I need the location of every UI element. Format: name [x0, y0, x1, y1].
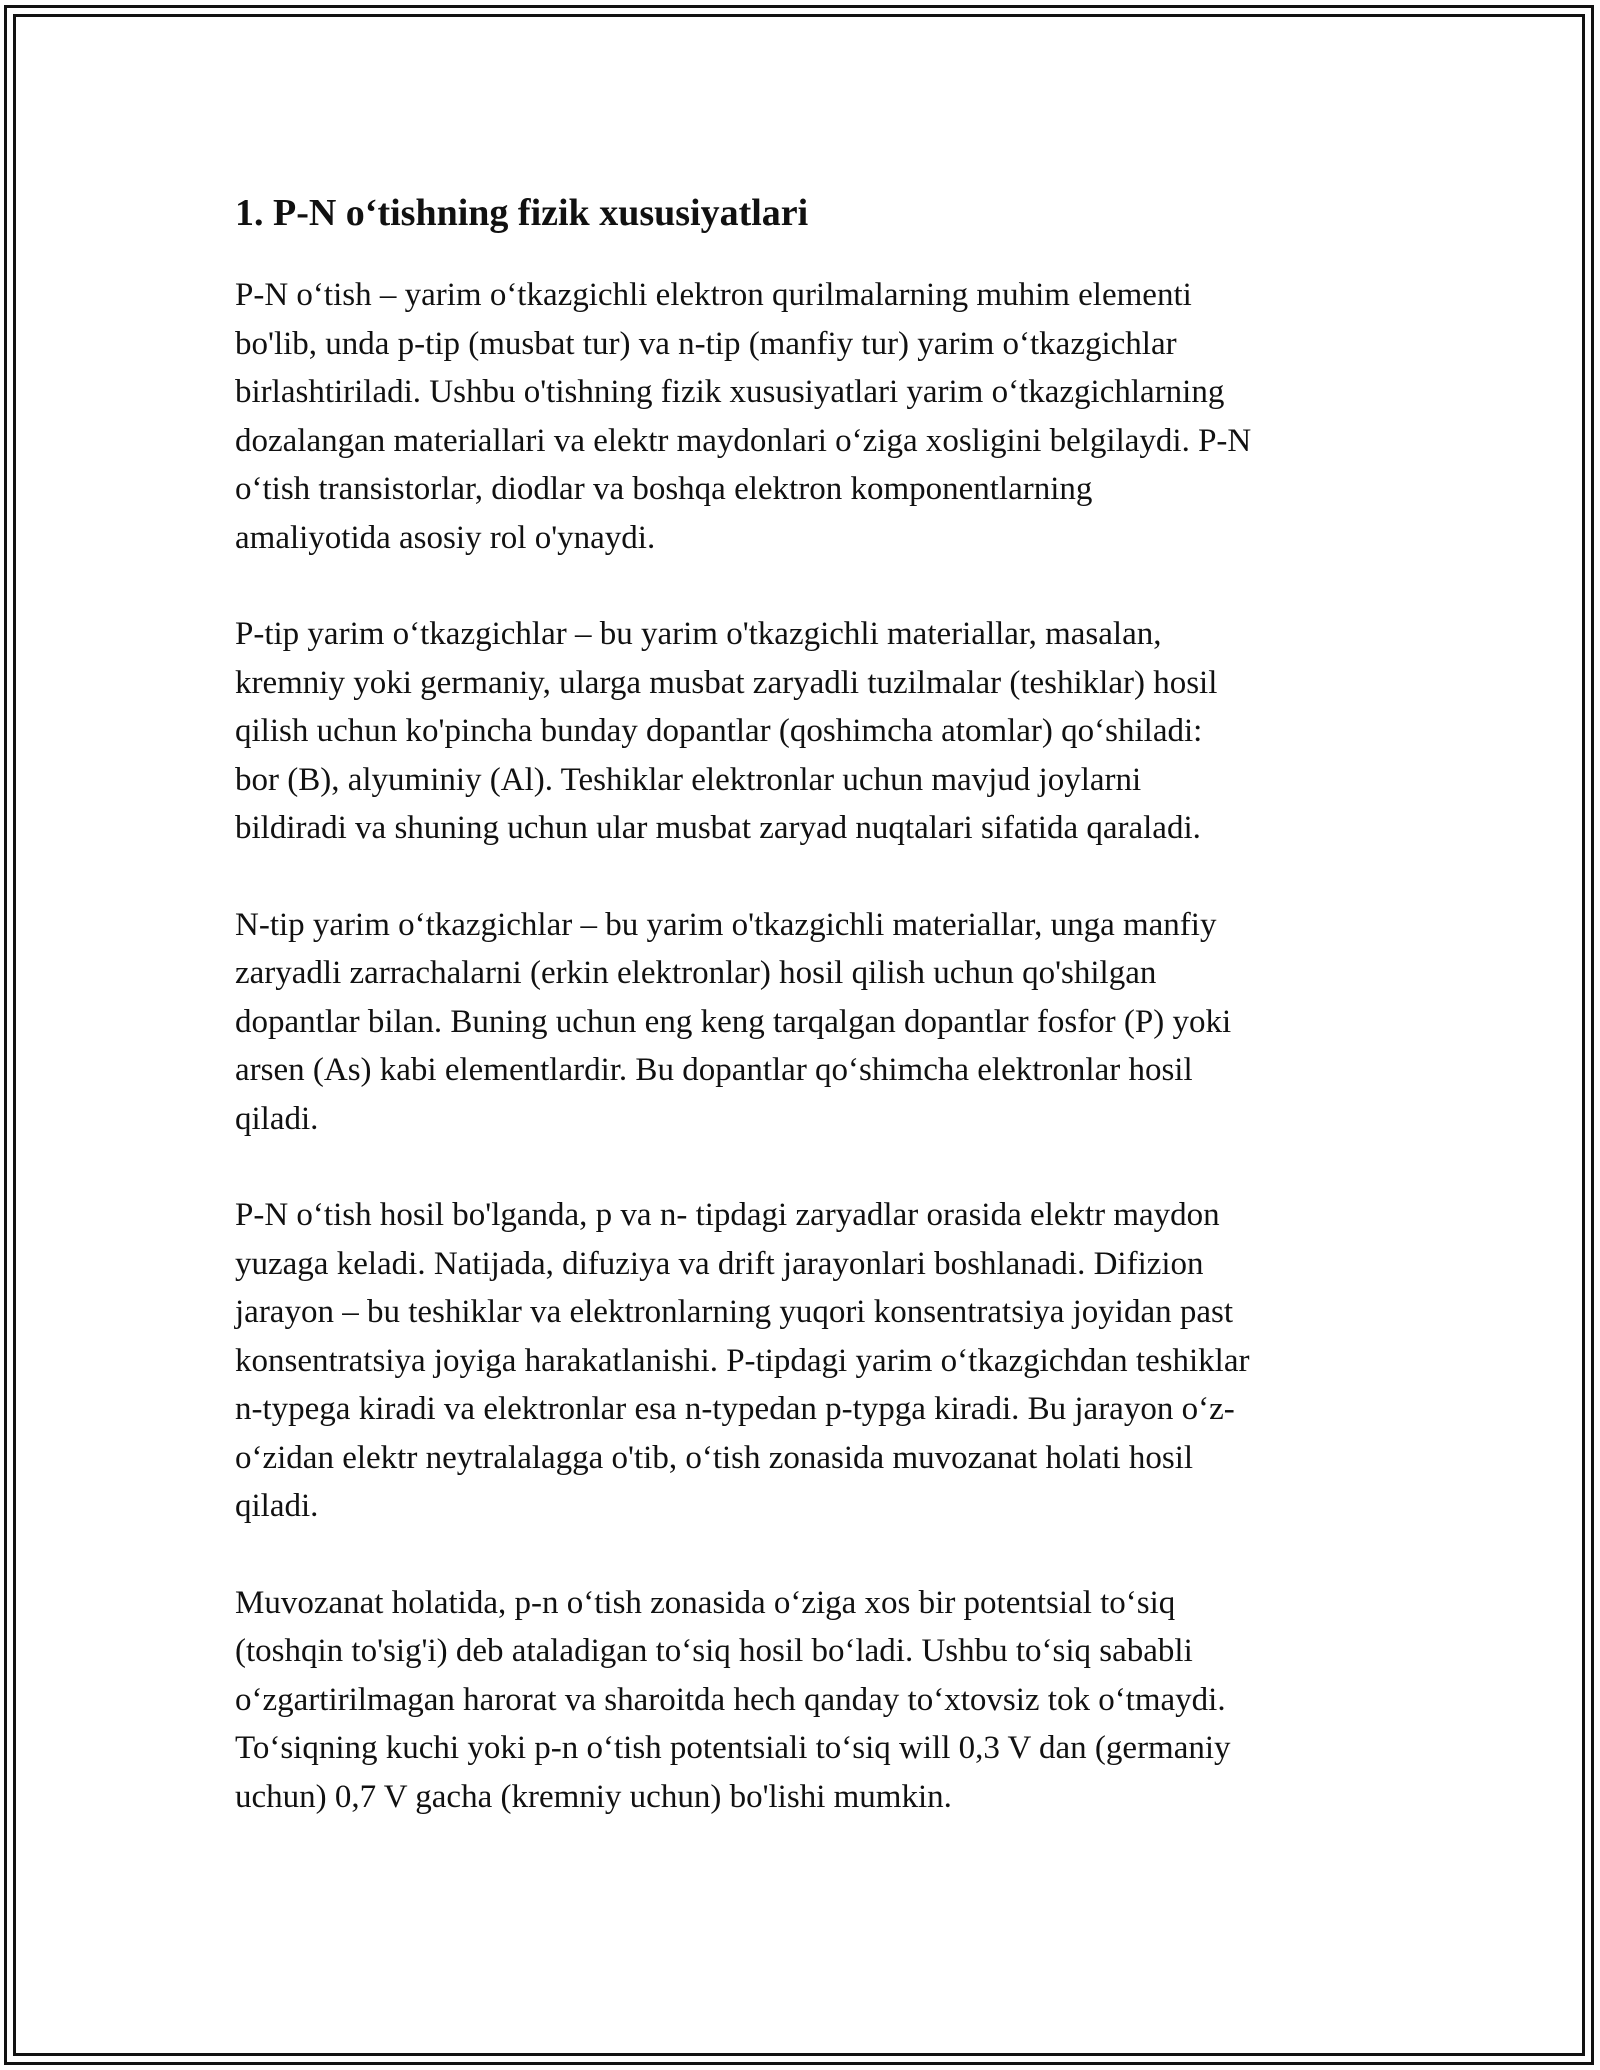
paragraph-line: jarayon – bu teshiklar va elektronlarning yuqori konsentratsiya joyidan past [235, 1294, 1233, 1330]
paragraph [235, 610, 1370, 853]
paragraph-line: P-N o‘tish hosil bo'lganda, p va n- tipdagi zaryadlar orasida elektr maydon [235, 1197, 1220, 1233]
paragraph [235, 1191, 1370, 1531]
paragraph-line: qilish uchun ko'pincha bunday dopantlar (qoshimcha atomlar) qo‘shiladi: [235, 713, 1203, 749]
paragraph-line: Muvozanat holatida, p-n o‘tish zonasida o‘ziga xos bir potentsial to‘siq [235, 1584, 1176, 1621]
document-body [235, 185, 1370, 1869]
paragraph-line: To‘siqning kuchi yoki p-n o‘tish potentsiali to‘siq will 0,3 V dan (germaniy [235, 1730, 1231, 1766]
paragraph [235, 271, 1370, 562]
paragraph-line: bor (B), alyuminiy (Al). Teshiklar elektronlar uchun mavjud joylarni [235, 761, 1142, 798]
paragraph-line: kremniy yoki germaniy, ularga musbat zaryadli tuzilmalar (teshiklar) hosil [235, 664, 1218, 701]
paragraph-line: P-N o‘tish – yarim o‘tkazgichli elektron qurilmalarning muhim elementi [235, 277, 1192, 313]
paragraph-line: dopantlar bilan. Buning uchun eng keng tarqalgan dopantlar fosfor (P) yoki [235, 1003, 1232, 1040]
paragraph-line: qiladi. [235, 1100, 319, 1137]
paragraph-line: bildiradi va shuning uchun ular musbat zaryad nuqtalari sifatida qaraladi. [235, 810, 1201, 846]
paragraph-list [235, 271, 1370, 1821]
paragraph-line: qiladi. [235, 1488, 319, 1524]
paragraph-line: P-tip yarim o‘tkazgichlar – bu yarim o'tkazgichli materiallar, masalan, [235, 616, 1162, 652]
paragraph-line: amaliyotida asosiy rol o'ynaydi. [235, 519, 656, 556]
paragraph-line: yuzaga keladi. Natijada, difuziya va drift jarayonlari boshlanadi. Difizion [235, 1245, 1204, 1282]
paragraph-line: N-tip yarim o‘tkazgichlar – bu yarim o'tkazgichli materiallar, unga manfiy [235, 906, 1217, 943]
paragraph-line: bo'lib, unda p-tip (musbat tur) va n-tip (manfiy tur) yarim o‘tkazgichlar [235, 325, 1177, 362]
paragraph-line: konsentratsiya joyiga harakatlanishi. P-tipdagi yarim o‘tkazgichdan teshiklar [235, 1342, 1250, 1379]
paragraph-line: arsen (As) kabi elementlardir. Bu dopantlar qo‘shimcha elektronlar hosil [235, 1052, 1193, 1088]
paragraph-line: n-typega kiradi va elektronlar esa n-typedan p-typga kiradi. Bu jarayon o‘z- [235, 1391, 1235, 1427]
paragraph-line: dozalangan materiallari va elektr maydonlari o‘ziga xosligini belgilaydi. P-N [235, 422, 1252, 459]
paragraph [235, 901, 1370, 1144]
section-title: 1. P-N o‘tishning fizik xususiyatlari [235, 192, 809, 234]
paragraph-line: birlashtiriladi. Ushbu o'tishning fizik xususiyatlari yarim o‘tkazgichlarning [235, 374, 1225, 410]
paragraph-line: o‘zgartirilmagan harorat va sharoitda hech qanday to‘xtovsiz tok o‘tmaydi. [235, 1681, 1226, 1718]
paragraph-line: (toshqin to'sig'i) deb ataladigan to‘siq hosil bo‘ladi. Ushbu to‘siq sababli [235, 1633, 1193, 1669]
paragraph-line: uchun) 0,7 V gacha (kremniy uchun) bo'lishi mumkin. [235, 1778, 952, 1815]
paragraph-line: o‘tish transistorlar, diodlar va boshqa elektron komponentlarning [235, 471, 1093, 507]
paragraph [235, 1579, 1370, 1822]
paragraph-line: zaryadli zarrachalarni (erkin elektronlar) hosil qilish uchun qo'shilgan [235, 955, 1157, 991]
paragraph-line: o‘zidan elektr neytralalagga o'tib, o‘tish zonasida muvozanat holati hosil [235, 1439, 1194, 1476]
